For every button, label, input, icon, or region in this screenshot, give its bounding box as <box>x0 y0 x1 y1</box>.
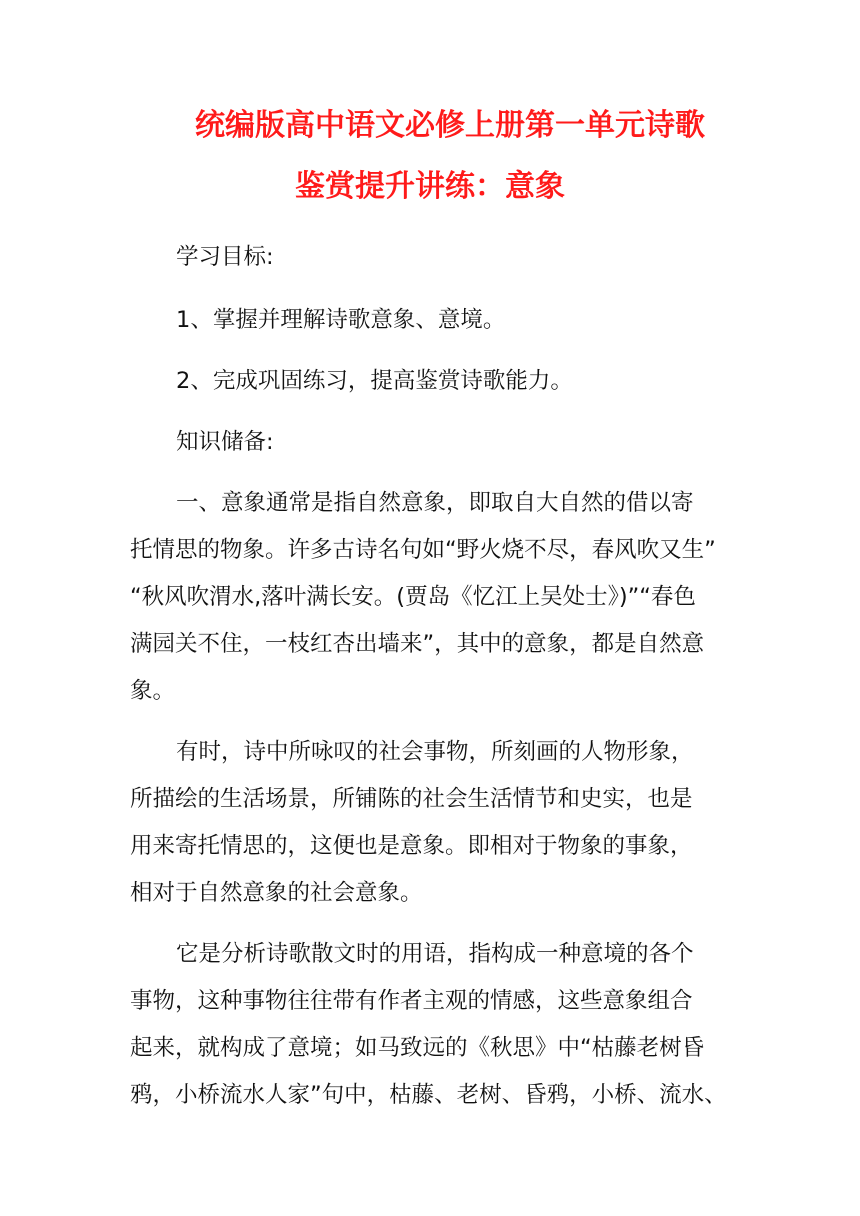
knowledge-heading: 知识储备: <box>176 429 274 455</box>
paragraph-line: “秋风吹渭水,落叶满长安。(贾岛《忆江上吴处士》)”“春色 <box>130 584 696 610</box>
objectives-heading: 学习目标: <box>176 244 274 270</box>
paragraph-line: 托情思的物象。许多古诗名句如“野火烧不尽，春风吹又生” <box>130 537 716 563</box>
paragraph-line: 事物，这种事物往往带有作者主观的情感，这些意象组合 <box>130 988 693 1014</box>
document-title-line-1: 统编版高中语文必修上册第一单元诗歌 <box>195 108 705 143</box>
paragraph-line: 起来，就构成了意境；如马致远的《秋思》中“枯藤老树昏 <box>130 1035 705 1061</box>
paragraph-line: 用来寄托情思的，这便也是意象。即相对于物象的事象， <box>130 833 693 859</box>
paragraph-line: 它是分析诗歌散文时的用语，指构成一种意境的各个 <box>176 941 694 967</box>
document-title-line-2: 鉴赏提升讲练：意象 <box>295 169 565 204</box>
paragraph-line: 所描绘的生活场景，所铺陈的社会生活情节和史实，也是 <box>130 786 693 812</box>
objective-item-1: 1、掌握并理解诗歌意象、意境。 <box>176 307 506 333</box>
paragraph-line: 象。 <box>130 678 176 704</box>
paragraph-line: 一、意象通常是指自然意象，即取自大自然的借以寄 <box>176 490 694 516</box>
objective-item-2: 2、完成巩固练习，提高鉴赏诗歌能力。 <box>176 368 573 394</box>
paragraph-line: 满园关不住，一枝红杏出墙来”，其中的意象，都是自然意 <box>130 631 705 657</box>
paragraph-line: 鸦，小桥流水人家”句中，枯藤、老树、昏鸦，小桥、流水、 <box>130 1082 727 1108</box>
paragraph-line: 相对于自然意象的社会意象。 <box>130 880 423 906</box>
paragraph-line: 有时，诗中所咏叹的社会事物，所刻画的人物形象， <box>176 739 694 765</box>
